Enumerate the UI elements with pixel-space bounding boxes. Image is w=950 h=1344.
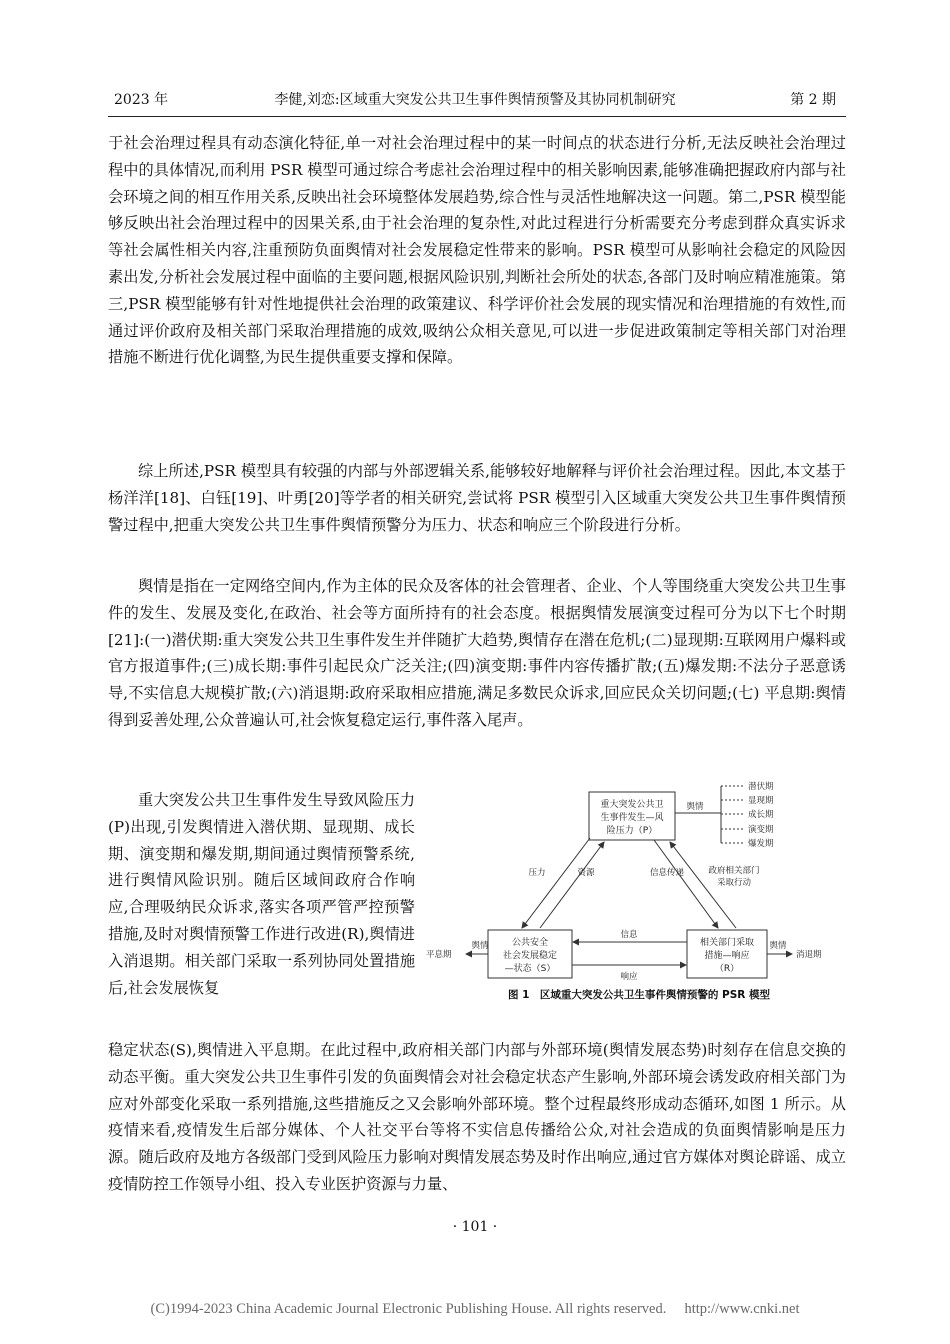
- header-year: 2023 年: [114, 92, 169, 108]
- paragraph-dynamic-cycle: 稳定状态(S),舆情进入平息期。在此过程中,政府相关部门内部与外部环境(舆情发展态势)时刻存在信息交换的动态平衡。重大突发公共卫生事件引发的负面舆情会对社会稳定状态产生影响,外部环境会诱发政府相关部门为应对外部变化采取一系列措施,这些措施反之又会影响外部环境。整个过程最终形成动态循环,如图 1 所示。从疫情来看,疫情发生后部分媒体、个人社交平台等将不实信息传播给公众,对社会造成的负面舆情影响是压力源。随后政府及地方各级部门受到风险压力影响对舆情发展态势及时作出响应,通过官方媒体对舆论辟谣、成立疫情防控工作领导小组、投入专业医护资源与力量、: [108, 1041, 846, 1193]
- pressure-arrow: [522, 838, 590, 928]
- paragraph-psr-advantages: 于社会治理过程具有动态演化特征,单一对社会治理过程中的某一时间点的状态进行分析,无法反映社会治理过程中的具体情况,而利用 PSR 模型可通过综合考虑社会治理过程中的相关影响因素,能够准确把握政府内部与社会环境之间的相互作用关系,反映出社会环境整体发展趋势,综合性与灵活性地解决这一问题。第二,PSR 模型能够反映出社会治理过程中的因果关系,由于社会治理的复杂性,对此过程进行分析需要充分考虑到群众真实诉求等社会属性相关内容,注重预防负面舆情对社会发展稳定性带来的影响。PSR 模型可从影响社会稳定的风险因素出发,分析社会发展过程中面临的主要问题,根据风险识别,判断社会所处的状态,各部门及时响应精准施策。第三,PSR 模型能够有针对性地提供社会治理的政策建议、科学评价社会发展的现实情况和治理措施的有效性,而通过评价政府及相关部门采取治理措施的成效,吸纳公众相关意见,可以进一步促进政策制定等相关部门对治理措施不断进行优化调整,为民生提供重要支撑和保障。: [108, 134, 846, 367]
- pressure-box-line-1: 重大突发公共卫: [600, 800, 664, 810]
- state-box-line-3: —状态（S）: [504, 964, 556, 974]
- gov-action-label-2: 采取行动: [716, 878, 752, 888]
- yuqing-left-label: 舆情: [471, 941, 489, 951]
- header-rule: [108, 116, 846, 117]
- state-box-line-1: 公共安全: [511, 938, 549, 948]
- info-transfer-arrow: [654, 840, 718, 928]
- paragraph-public-opinion-periods: 舆情是指在一定网络空间内,作为主体的民众及客体的社会管理者、企业、个人等围绕重大突发公共卫生事件的发生、发展及变化,在政治、社会等方面所持有的社会态度。根据舆情发展演变过程可分为以下七个时期[21]:(一)潜伏期:重大突发公共卫生事件发生并伴随扩大趋势,舆情存在潜在危机;(二)显现期:互联网用户爆料或官方报道事件;(三)成长期:事件引起民众广泛关注;(四)演变期:事件内容传播扩散;(五)爆发期:不法分子恶意诱导,不实信息大规模扩散;(六)消退期:政府采取相应措施,满足多数民众诉求,回应民众关切问题;(七) 平息期:舆情得到妥善处理,公众普遍认可,社会恢复稳定运行,事件落入尾声。: [108, 577, 846, 729]
- state-box-line-2: 社会发展稳定: [502, 951, 558, 961]
- header-title: 李健,刘恋:区域重大突发公共卫生事件舆情预警及其协同机制研究: [274, 92, 676, 108]
- resource-arrow: [540, 842, 604, 928]
- pressure-label: 压力: [528, 868, 546, 878]
- header-issue: 第 2 期: [790, 92, 836, 108]
- period-qianfu: 潜伏期: [748, 782, 774, 792]
- resource-label: 资源: [577, 868, 595, 878]
- yuqing-top-label: 舆情: [686, 802, 704, 812]
- response-box-line-2: 措施—响应: [704, 951, 750, 961]
- response-box-line-3: （R）: [714, 964, 740, 974]
- response-label: 响应: [620, 972, 638, 982]
- response-box-line-1: 相关部门采取: [699, 938, 755, 948]
- xiaotui-label: 消退期: [796, 950, 822, 960]
- pingxi-label: 平息期: [426, 950, 452, 960]
- gov-action-label-1: 政府相关部门: [708, 866, 760, 876]
- yuqing-right-label: 舆情: [769, 941, 787, 951]
- psr-model-figure: [424, 780, 854, 1005]
- paragraph-summary: 综上所述,PSR 模型具有较强的内部与外部逻辑关系,能够较好地解释与评价社会治理过程。因此,本文基于杨洋洋[18]、白钰[19]、叶勇[20]等学者的相关研究,尝试将 PSR 模型引入区域重大突发公共卫生事件舆情预警过程中,把重大突发公共卫生事件舆情预警分为压力、状态和响应三个阶段进行分析。: [108, 462, 846, 534]
- paragraph-psr-process: 重大突发公共卫生事件发生导致风险压力(P)出现,引发舆情进入潜伏期、显现期、成长期、演变期和爆发期,期间通过舆情预警系统,进行舆情风险识别。随后区域间政府合作响应,合理吸纳民众诉求,落实各项严管严控预警措施,及时对舆情预警工作进行改进(R),舆情进入消退期。相关部门采取一系列协同处置措施后,社会发展恢复: [108, 791, 415, 997]
- pressure-box-line-3: 险压力（P）: [606, 826, 658, 836]
- period-baofa: 爆发期: [748, 839, 774, 849]
- pressure-box-line-2: 生事件发生—风: [600, 813, 664, 823]
- info-transfer-label: 信息传递: [649, 868, 685, 878]
- period-yanbian: 演变期: [748, 825, 774, 835]
- figure-caption: 图 1 区域重大突发公共卫生事件舆情预警的 PSR 模型: [507, 989, 771, 1001]
- period-xianxian: 显现期: [748, 796, 774, 806]
- page-number: · 101 ·: [452, 1219, 498, 1235]
- info-label: 信息: [620, 930, 638, 940]
- copyright-footer: (C)1994-2023 China Academic Journal Electronic Publishing House. All rights reserved. http://www.cnki.net: [150, 1301, 800, 1317]
- period-chengzhang: 成长期: [748, 810, 774, 820]
